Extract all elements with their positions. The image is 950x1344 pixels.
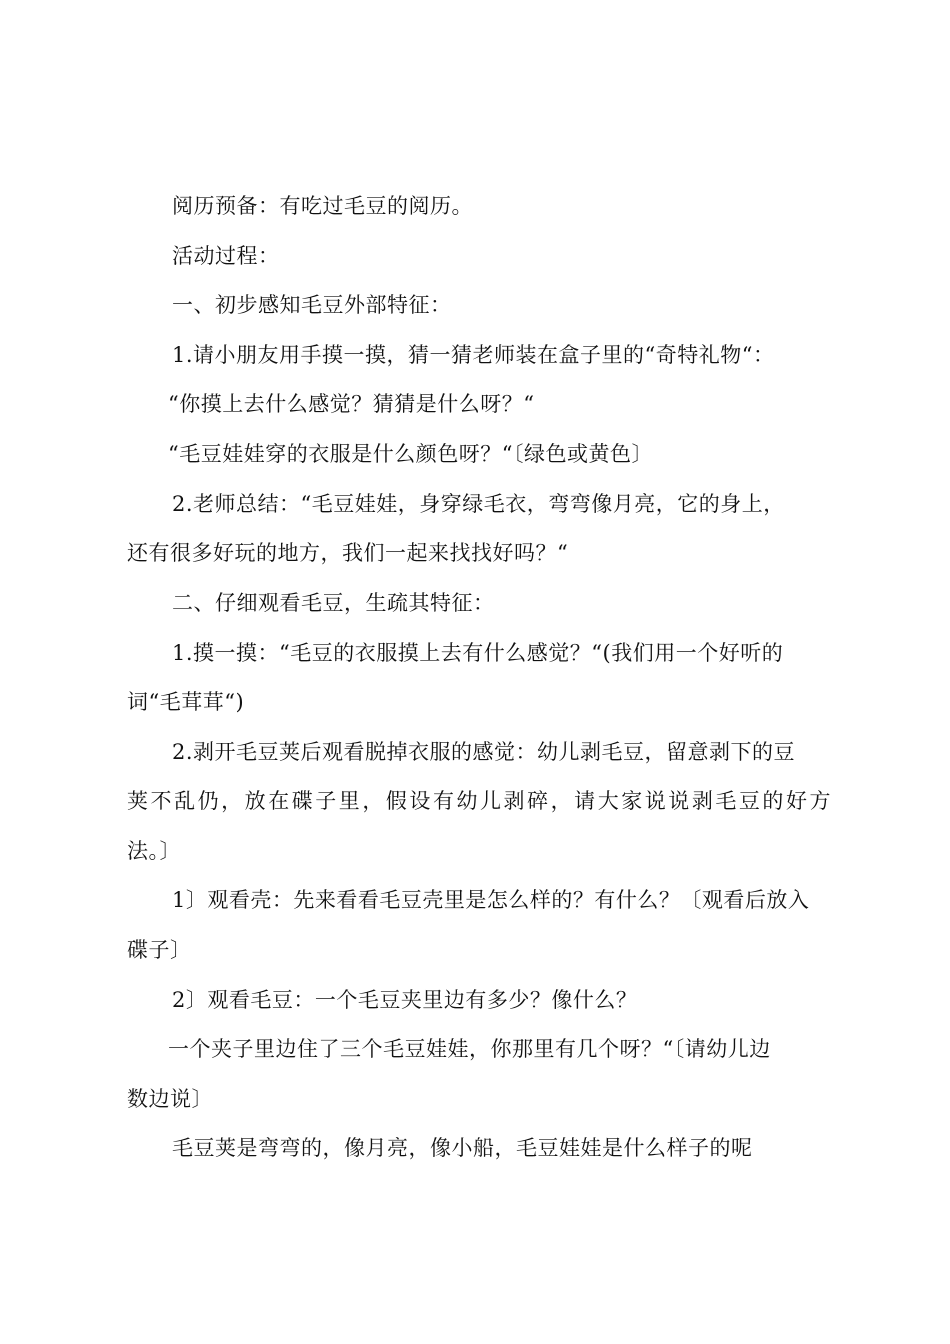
paragraph-experience-prep: 阅历预备：有吃过毛豆的阅历。 xyxy=(172,194,473,218)
paragraph-observe-beans: 2〕观看毛豆：一个毛豆夹里边有多少？像什么？ xyxy=(172,988,638,1012)
paragraph-count-beans-line1: 一个夹子里边住了三个毛豆娃娃，你那里有几个呀？“〔请幼儿边 xyxy=(168,1037,771,1061)
paragraph-step-2-2-line1: 2.剥开毛豆荚后观看脱掉衣服的感觉：幼儿剥毛豆，留意剥下的豆 xyxy=(172,740,796,764)
paragraph-question-feel: “你摸上去什么感觉？猜猜是什么呀？“ xyxy=(168,392,535,416)
paragraph-count-beans-line2: 数边说〕 xyxy=(127,1087,213,1111)
paragraph-step-2-2-line2: 荚不乱仍，放在碟子里，假设有幼儿剥碎，请大家说说剥毛豆的好方 xyxy=(127,789,831,813)
paragraph-question-color: “毛豆娃娃穿的衣服是什么颜色呀？“〔绿色或黄色〕 xyxy=(168,442,653,466)
paragraph-step-1-1: 1.请小朋友用手摸一摸，猜一猜老师装在盒子里的“奇特礼物“： xyxy=(172,343,775,367)
paragraph-pod-shape: 毛豆荚是弯弯的，像月亮，像小船，毛豆娃娃是什么样子的呢 xyxy=(172,1136,753,1160)
paragraph-step-1-2-line2: 还有很多好玩的地方，我们一起来找找好吗？“ xyxy=(127,541,569,565)
paragraph-observe-shell-line2: 碟子〕 xyxy=(127,938,192,962)
paragraph-step-2-1-line1: 1.摸一摸：“毛豆的衣服摸上去有什么感觉？“(我们用一个好听的 xyxy=(172,641,784,665)
heading-section-one: 一、初步感知毛豆外部特征： xyxy=(172,293,452,317)
heading-section-two: 二、仔细观看毛豆，生疏其特征： xyxy=(172,591,495,615)
heading-activity-process: 活动过程： xyxy=(172,244,280,268)
paragraph-step-2-2-line3: 法。〕 xyxy=(127,839,181,863)
paragraph-step-1-2-line1: 2.老师总结：“毛豆娃娃，身穿绿毛衣，弯弯像月亮，它的身上， xyxy=(172,492,785,516)
paragraph-observe-shell-line1: 1〕观看壳：先来看看毛豆壳里是怎么样的？有什么？〔观看后放入 xyxy=(172,888,810,912)
paragraph-step-2-1-line2: 词“毛茸茸“) xyxy=(127,690,245,714)
